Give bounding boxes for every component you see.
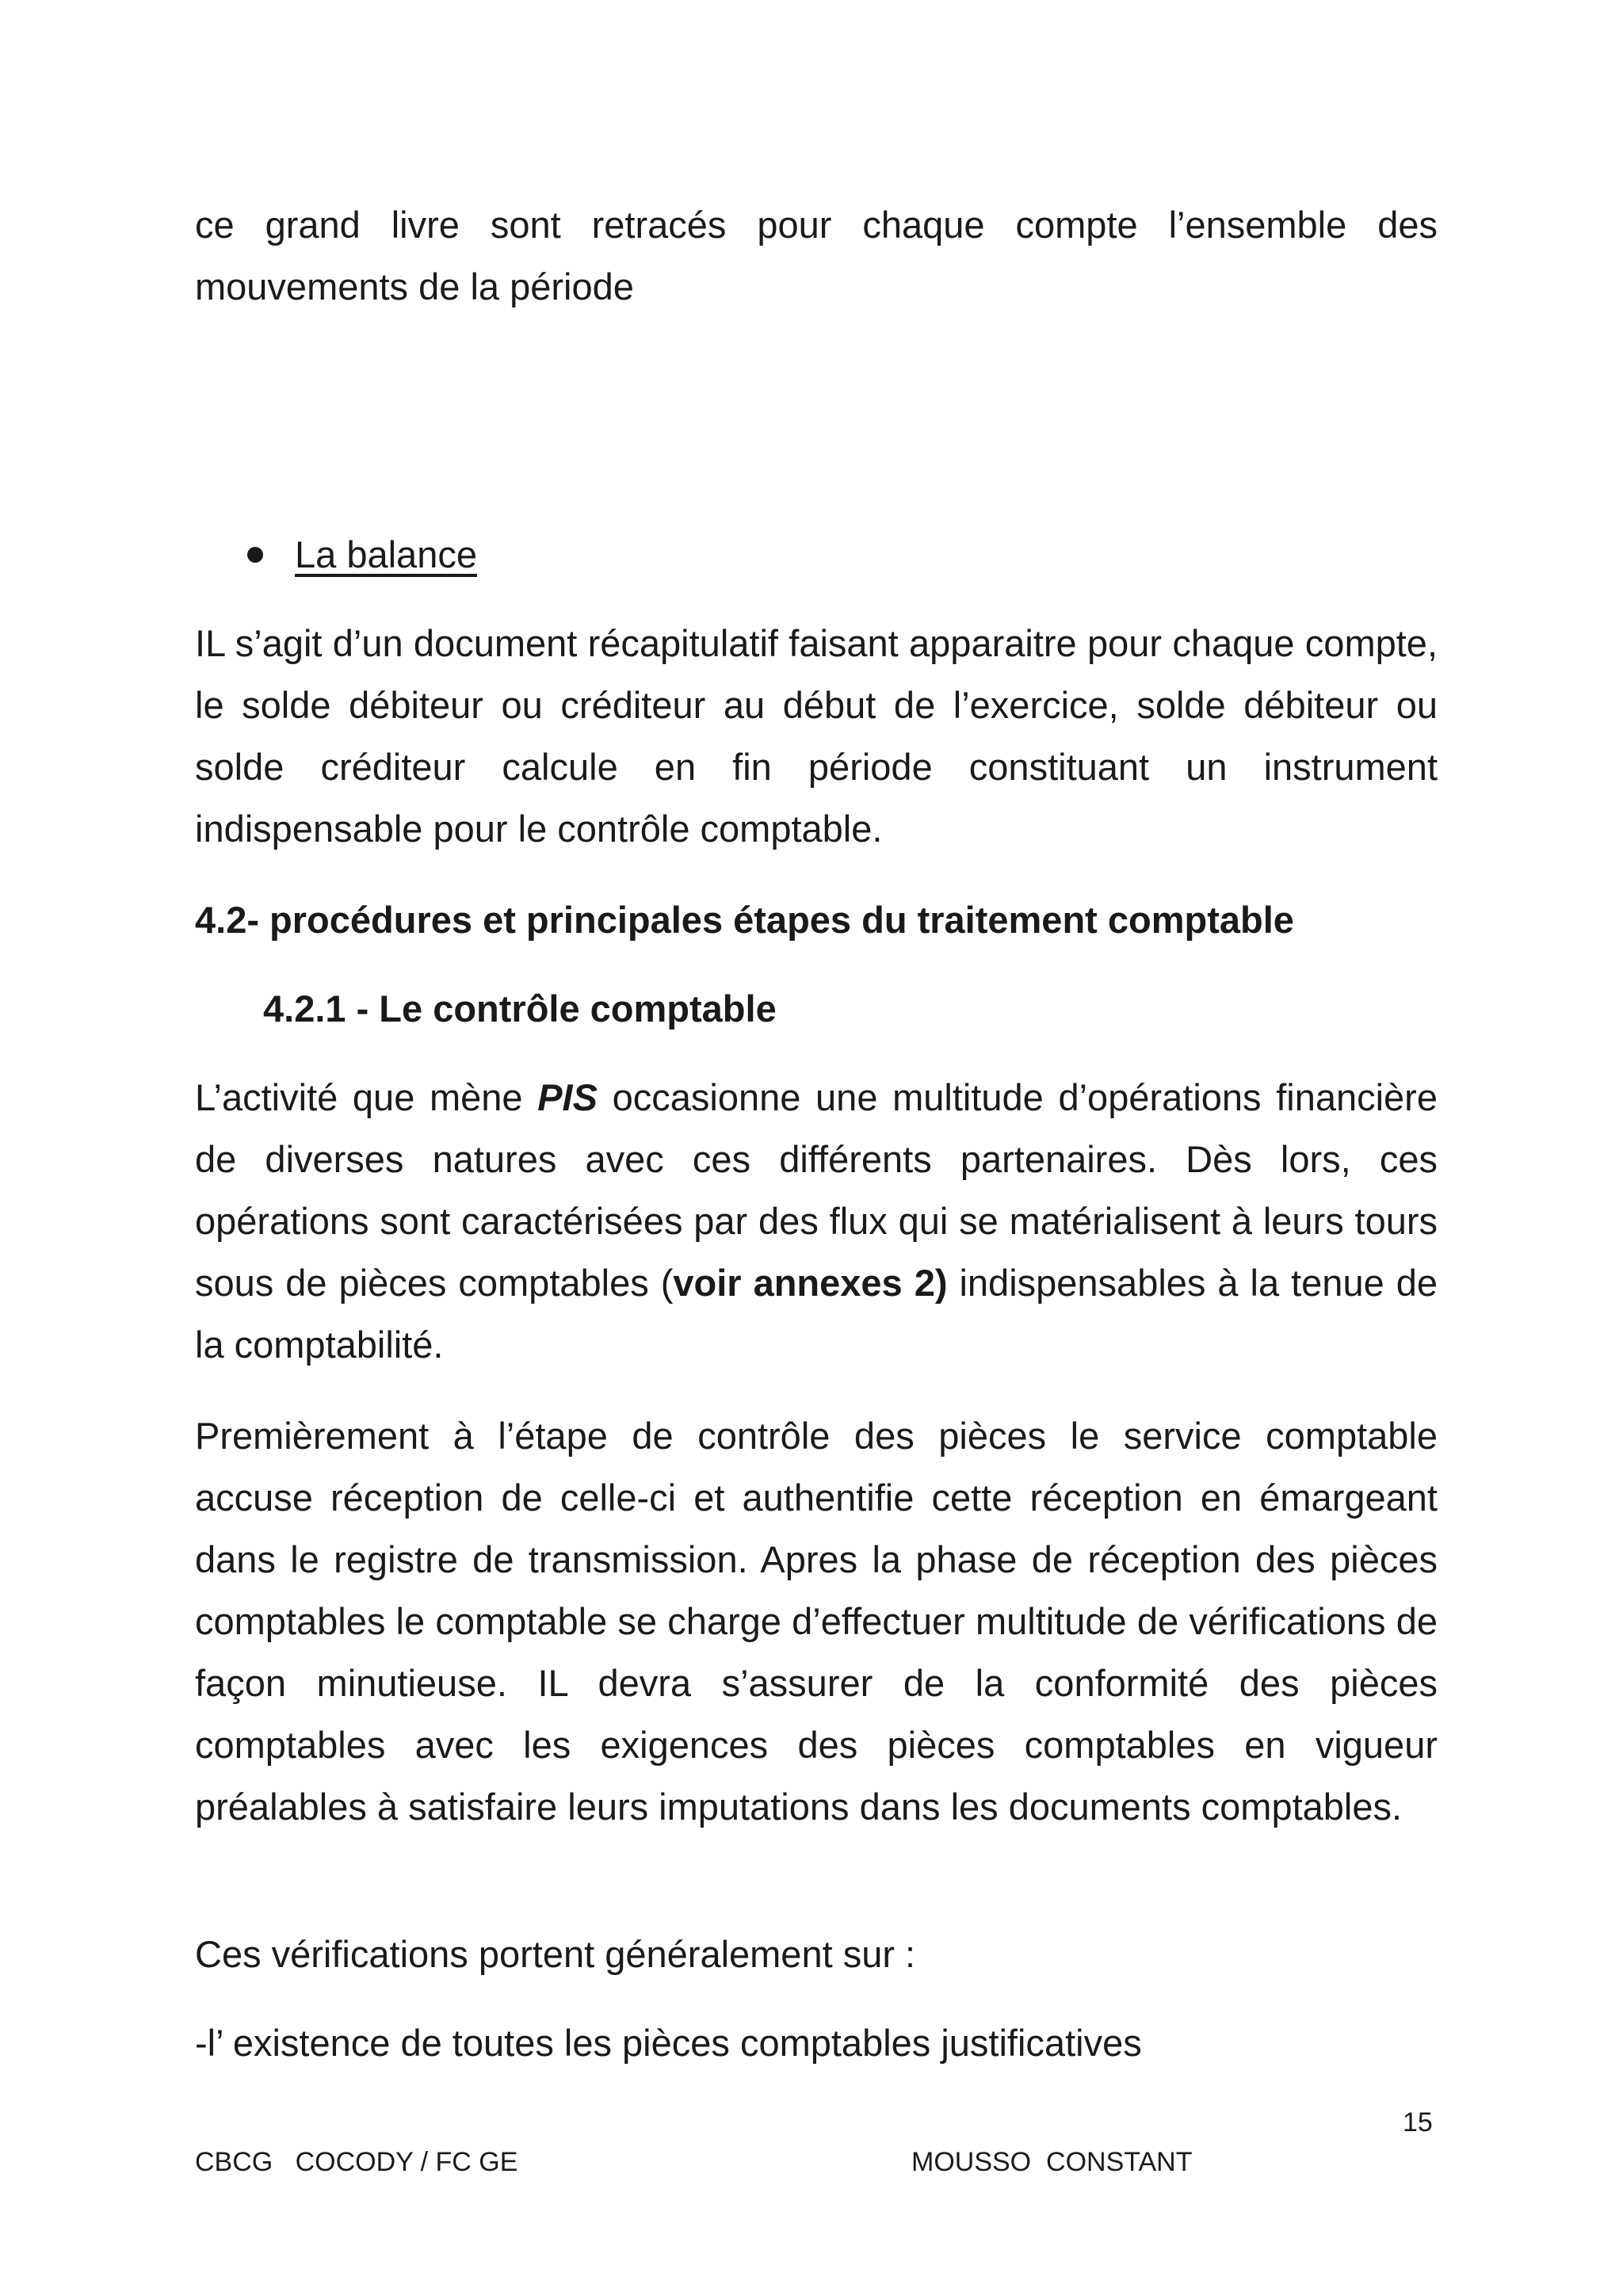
footer-right-text: MOUSSO CONSTANT <box>911 2147 1193 2177</box>
paragraph-grand-livre: ce grand livre sont retracés pour chaque compte l’ensemble des mouvements de la période <box>195 204 1438 308</box>
subsection-heading-4-2-1: 4.2.1 - Le contrôle comptable <box>263 988 777 1030</box>
annexes-reference: voir annexes 2) <box>673 1262 948 1304</box>
paragraph-balance: IL s’agit d’un document récapitulatif faisant apparaitre pour chaque compte, le solde débiteur ou créditeur au début de l’exercice, solde débiteur ou solde créditeur calcule en fin période constituant un instrument indispensable pour le contrôle comptable. <box>195 622 1438 850</box>
page-number: 15 <box>1403 2107 1433 2137</box>
bullet-label-balance: La balance <box>295 533 477 575</box>
bullet-icon <box>247 547 263 563</box>
activite-text-2: occasionne une multitude d’opérations financière de diverses natures avec ces différents partenaires. Dès lors, ces opérations sont caractérisées par des flux qui se matérialisent à leurs tours sous de pièces comptables ( <box>195 1076 1438 1304</box>
paragraph-activite <box>195 1067 1438 1376</box>
paragraph-existence: -l’ existence de toutes les pièces comptables justificatives <box>195 2022 1142 2064</box>
paragraph-verifications: Ces vérifications portent généralement sur : <box>195 1933 916 1975</box>
footer-left-text: CBCG COCODY / FC GE <box>195 2147 518 2177</box>
paragraph-premierement: Premièrement à l’étape de contrôle des pièces le service comptable accuse réception de celle-ci et authentifie cette réception en émargeant dans le registre de transmission. Apres la phase de réception des pièces comptables le comptable se charge d’effectuer multitude de vérifications de façon minutieuse. IL devra s’assurer de la conformité des pièces comptables avec les exigences des pièces comptables en vigueur préalables à satisfaire leurs imputations dans les documents comptables. <box>195 1415 1438 1828</box>
activite-text-1: L’activité que mène <box>195 1076 538 1118</box>
section-heading-4-2: 4.2- procédures et principales étapes du traitement comptable <box>195 899 1294 941</box>
company-name-pis: PIS <box>537 1076 598 1118</box>
activite-text-3: indispensables à la tenue de la comptabilité. <box>195 1262 1438 1366</box>
bullet-item-balance <box>247 524 477 586</box>
